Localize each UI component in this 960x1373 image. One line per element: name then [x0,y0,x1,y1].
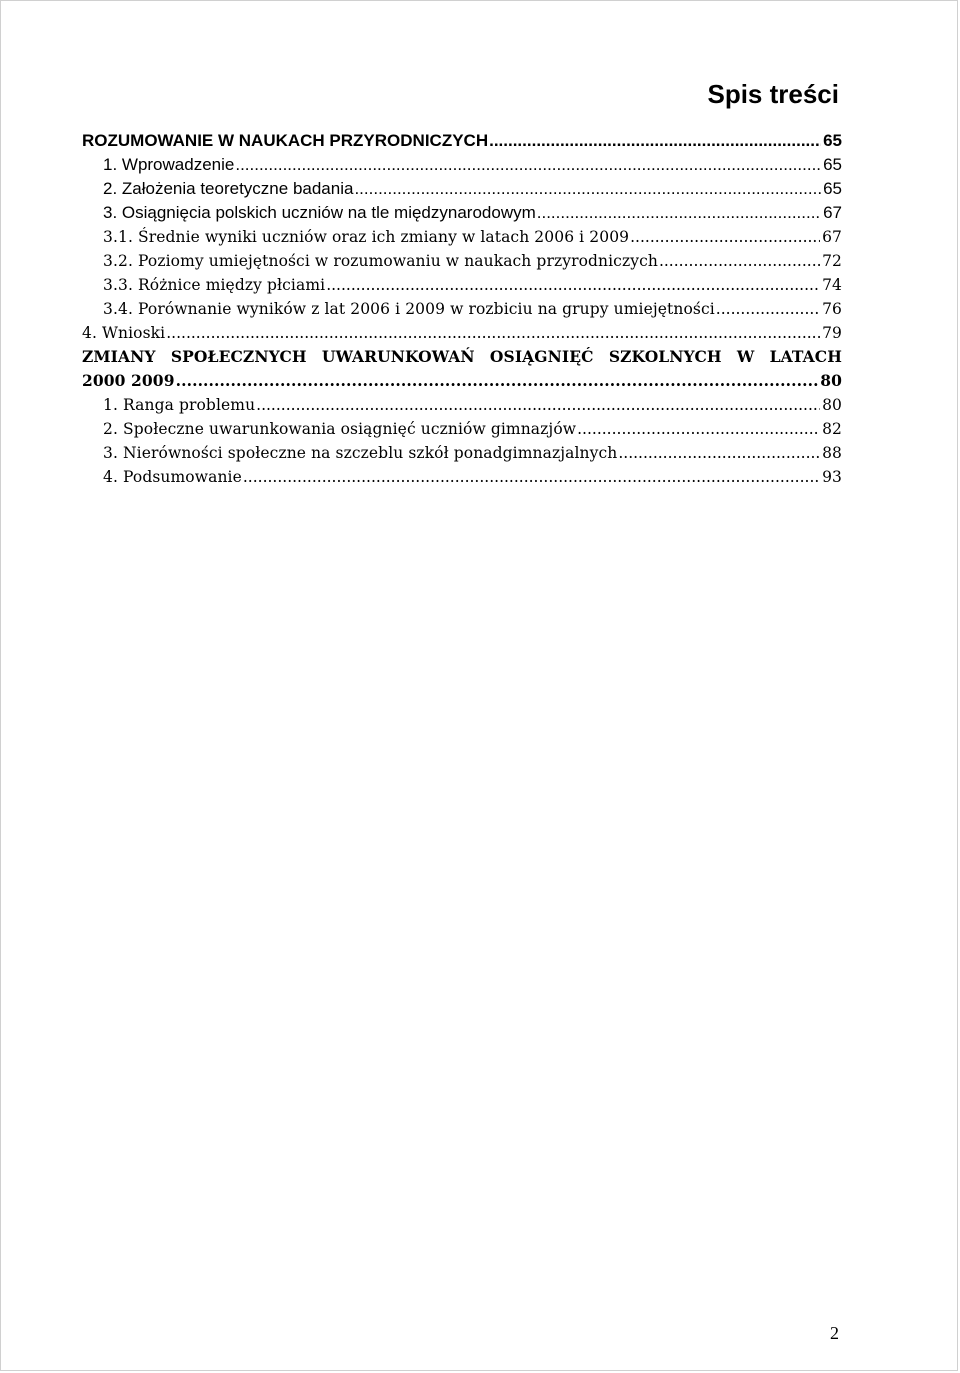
toc-dot-leader [537,201,821,225]
toc-entry-page: 88 [822,444,842,462]
toc-dot-leader [489,129,821,153]
toc-entry[interactable] [82,417,842,441]
toc-entry-title-line-2 [82,369,842,393]
toc-title-word: ZMIANY [82,347,156,366]
toc-entry[interactable] [82,441,842,465]
toc-dot-leader [166,321,820,345]
toc-dot-leader [326,273,820,297]
toc-entry-page: 65 [823,131,842,150]
toc-dot-leader [630,225,820,249]
toc-dot-leader [577,417,820,441]
toc-title-word: UWARUNKOWAŃ [321,347,475,366]
toc-entry-title: 4. Podsumowanie [103,468,242,486]
toc-dot-leader [659,249,820,273]
toc-title-word: SZKOLNYCH [608,347,722,366]
toc-entry-page: 80 [820,371,842,390]
toc-entry-title: 3.4. Porównanie wyników z lat 2006 i 2009 w rozbiciu na grupy umiejętności [103,300,715,318]
toc-entry-page: 79 [822,324,842,342]
toc-entry[interactable] [82,321,842,345]
toc-dot-leader [716,297,820,321]
toc-entry-title: 4. Wnioski [82,324,166,342]
toc-entry-title: 2. Społeczne uwarunkowania osiągnięć uczniów gimnazjów [103,420,577,438]
toc-entry[interactable] [82,273,842,297]
toc-entry-part-2[interactable] [82,345,842,393]
toc-entry[interactable] [82,153,842,177]
toc-dot-leader [618,441,820,465]
toc-entry-page: 67 [822,228,842,246]
toc-entry[interactable] [82,201,842,225]
toc-entry-page: 72 [822,252,842,270]
toc-entry-page: 76 [822,300,842,318]
toc-entry-title: 1. Ranga problemu [103,396,256,414]
toc-dot-leader [176,369,819,393]
toc-entry-title: 3.3. Różnice między płciami [103,276,326,294]
toc-title-word: SPOŁECZNYCH [170,347,307,366]
toc-entry-page: 93 [822,468,842,486]
toc-entry-page: 65 [823,179,842,198]
toc-entry-page: 65 [823,155,842,174]
toc-dot-leader [235,153,821,177]
toc-entry[interactable] [82,177,842,201]
toc-dot-leader [243,465,820,489]
toc-title-word: OSIĄGNIĘĆ [489,347,594,366]
toc-entry-title: 3.1. Średnie wyniki uczniów oraz ich zmiany w latach 2006 i 2009 [103,228,630,246]
toc-entry-title: 3. Nierówności społeczne na szczeblu szkół ponadgimnazjalnych [103,444,618,462]
toc-title-word: LATACH [769,347,842,366]
toc-dot-leader [354,177,821,201]
toc-entry-page: 82 [822,420,842,438]
toc-entry[interactable] [82,249,842,273]
toc-entry-title-line-1 [82,345,842,369]
toc-entry-title: 3. Osiągnięcia polskich uczniów na tle międzynarodowym [103,203,536,222]
toc-entry-page: 74 [822,276,842,294]
page-number: 2 [830,1323,839,1343]
toc-entry-title: 2000 2009 [82,371,175,390]
toc-entry-title: 2. Założenia teoretyczne badania [103,179,354,198]
toc-entry-page: 80 [822,396,842,414]
toc-title-word: W [736,347,755,366]
toc-entry[interactable] [82,297,842,321]
toc-entry-page: 67 [823,203,842,222]
table-of-contents [82,129,842,489]
toc-entry-title: 1. Wprowadzenie [103,155,235,174]
toc-entry[interactable] [82,465,842,489]
toc-dot-leader [256,393,820,417]
toc-entry-part-1[interactable] [82,129,842,153]
toc-heading: Spis treści [707,79,839,109]
toc-entry-title: ROZUMOWANIE W NAUKACH PRZYRODNICZYCH [82,131,489,150]
toc-entry[interactable] [82,225,842,249]
toc-entry-title: 3.2. Poziomy umiejętności w rozumowaniu w naukach przyrodniczych [103,252,658,270]
toc-entry[interactable] [82,393,842,417]
